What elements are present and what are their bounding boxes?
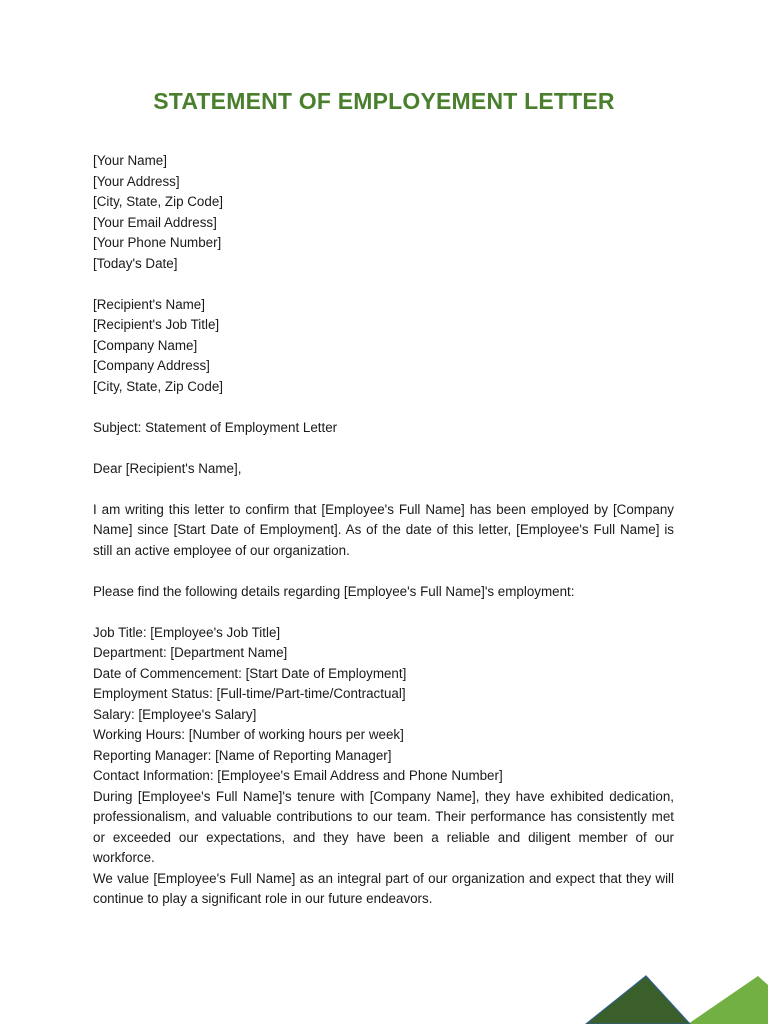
salutation: Dear [Recipient's Name],: [93, 460, 242, 476]
detail-department: Department: [Department Name]: [93, 645, 288, 660]
sender-address: [Your Address]: [93, 173, 180, 189]
details-intro: Please find the following details regarding [Employee's Full Name]'s employment:: [93, 583, 575, 599]
spacer: [93, 561, 674, 582]
spacer: [93, 274, 674, 295]
closing-paragraph: We value [Employee's Full Name] as an integral part of our organization and expect that they will continue to play a significant role in our future endeavors.: [93, 870, 674, 906]
mountain-dark-shape: [586, 976, 690, 1024]
detail-employment-status: Employment Status: [Full-time/Part-time/Contractual]: [93, 686, 406, 701]
letter-body: [93, 151, 674, 910]
sender-email: [Your Email Address]: [93, 214, 217, 230]
recipient-company-address: [Company Address]: [93, 358, 210, 373]
sender-city-state-zip: [City, State, Zip Code]: [93, 194, 223, 209]
detail-contact-information: Contact Information: [Employee's Email Address and Phone Number]: [93, 768, 503, 783]
recipient-block: [93, 295, 674, 398]
recipient-job-title: [Recipient's Job Title]: [93, 317, 220, 332]
intro-paragraph: I am writing this letter to confirm that [Employee's Full Name] has been employed by [Company Name] since [Start Date of Employment]. As of the date of this letter, [Employee's Full Name] is still an active employee of our organization.: [93, 501, 674, 558]
employment-details-list: [93, 623, 674, 787]
recipient-company-name: [Company Name]: [93, 337, 198, 353]
letter-title: STATEMENT OF EMPLOYEMENT LETTER: [153, 88, 615, 114]
spacer: [93, 602, 674, 623]
detail-reporting-manager: Reporting Manager: [Name of Reporting Manager]: [93, 747, 392, 763]
detail-commencement-date: Date of Commencement: [Start Date of Employment]: [93, 665, 407, 681]
mountain-light-shape: [688, 976, 768, 1024]
detail-job-title: Job Title: [Employee's Job Title]: [93, 624, 281, 640]
sender-name: [Your Name]: [93, 153, 167, 168]
tenure-paragraph: During [Employee's Full Name]'s tenure with [Company Name], they have exhibited dedication, professionalism, and valuable contributions to our team. Their performance has consistently met or exceeded our expectations, and they have been a reliable and diligent member of our workforce.: [93, 788, 674, 865]
spacer: [93, 479, 674, 500]
spacer: [93, 438, 674, 459]
detail-working-hours: Working Hours: [Number of working hours per week]: [93, 727, 404, 742]
subject-line: Subject: Statement of Employment Letter: [93, 419, 338, 435]
recipient-city-state-zip: [City, State, Zip Code]: [93, 378, 223, 394]
sender-phone: [Your Phone Number]: [93, 235, 222, 250]
sender-block: [93, 151, 674, 274]
detail-salary: Salary: [Employee's Salary]: [93, 706, 257, 722]
recipient-name: [Recipient's Name]: [93, 296, 205, 312]
letter-date: [Today's Date]: [93, 255, 178, 271]
spacer: [93, 397, 674, 418]
